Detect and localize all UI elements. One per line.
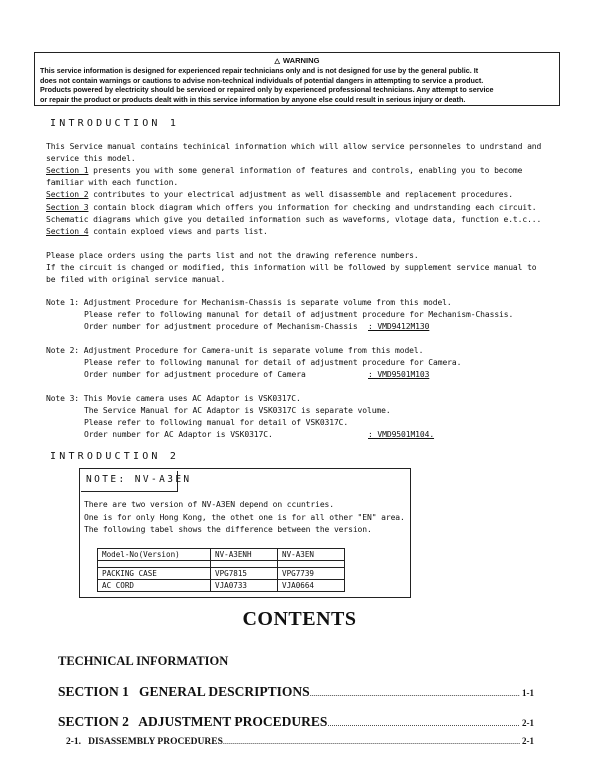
note1-line: Please refer to following manunal for detail of adjustment procedure for Mechanism-Chassis. [84, 310, 514, 319]
intro1-paragraph-line: service this model. [46, 154, 136, 163]
orders-paragraph-line: If the circuit is changed or modified, this information will be followed by supplement service manual to [46, 263, 537, 272]
section3-description-cont: Schematic diagrams which give you detailed information such as waveforms, vlotage data, function e.t.c... [46, 215, 542, 224]
note1-line: Note 1: Adjustment Procedure for Mechanism-Chassis is separate volume from this model. [46, 298, 452, 307]
orders-paragraph-line: be filed with original service manual. [46, 275, 226, 284]
section1-description-cont: familiar with each function. [46, 178, 179, 187]
note3-order-code: : VMD9501M104. [368, 430, 435, 439]
intro2-heading: INTRODUCTION 2 [50, 451, 180, 462]
warning-line: or repair the product or products dealt with in this service information by anyone else could result in serious injury or death. [40, 94, 466, 104]
toc-entry-label: 2-1. DISASSEMBLY PROCEDURES [66, 737, 223, 747]
warning-title-text: WARNING [282, 56, 320, 65]
technical-information-heading: TECHNICAL INFORMATION [58, 654, 229, 668]
toc-entry-label: SECTION 1 GENERAL DESCRIPTIONS [58, 684, 310, 699]
section2-description [46, 190, 513, 199]
note2-line: Note 2: Adjustment Procedure for Camera-unit is separate volume from this model. [46, 346, 424, 355]
section3-description [46, 203, 537, 212]
section3-label: Section 3 [46, 203, 89, 212]
intro1-heading: INTRODUCTION 1 [50, 118, 180, 129]
toc-entry[interactable] [66, 736, 534, 747]
note-text-line: One is for only Hong Kong, the othet one is for all other "EN" area. [84, 513, 405, 522]
toc-leader-dots [223, 737, 520, 746]
table-row [98, 580, 345, 592]
table-header-cell: Model-No(Version) [98, 549, 211, 561]
section1-label: Section 1 [46, 166, 89, 175]
note3-line: Note 3: This Movie camera uses AC Adaptor is VSK0317C. [46, 394, 301, 403]
note1-order-code: : VMD9412M130 [368, 322, 430, 331]
version-table [97, 548, 345, 592]
table-spacer-row [98, 561, 345, 568]
note3-line: The Service Manual for AC Adaptor is VSK0317C is separate volume. [84, 406, 391, 415]
warning-line: This service information is designed for experienced repair technicians only and is not designed for use by the general public. It [40, 66, 479, 75]
warning-triangle-icon: △ [274, 58, 280, 65]
table-header-cell: NV-A3ENH [211, 549, 278, 561]
warning-line: Products powered by electricity should be serviced or repaired only by experienced professional technicians. Any attempt to service [40, 85, 494, 95]
table-cell: VJA0664 [278, 580, 345, 592]
section2-label: Section 2 [46, 190, 89, 199]
toc-entry[interactable] [58, 684, 534, 700]
section4-label: Section 4 [46, 227, 89, 236]
intro1-paragraph-line: This Service manual contains techinical information which will allow service personneles to undrstand and [46, 142, 542, 151]
toc-entry-page: 2-1 [522, 718, 534, 728]
toc-entry-page: 2-1 [522, 736, 534, 746]
toc-leader-dots [310, 689, 520, 698]
table-cell: VPG7815 [211, 568, 278, 580]
warning-box [34, 52, 560, 106]
table-cell: AC CORD [98, 580, 211, 592]
note1-line: Order number for adjustment procedure of Mechanism-Chassis [84, 322, 358, 331]
note2-line: Order number for adjustment procedure of Camera [84, 370, 306, 379]
orders-paragraph-line: Please place orders using the parts list and not the drawing reference numbers. [46, 251, 419, 260]
contents-title: CONTENTS [242, 608, 357, 630]
section3-text: contain block diagram which offers you information for checking and undrstanding each circuit. [88, 203, 537, 212]
toc-entry[interactable] [58, 714, 534, 730]
toc-leader-dots [327, 719, 520, 728]
toc-entry-page: 1-1 [522, 688, 534, 698]
section4-text: contain exploed views and parts list. [88, 227, 268, 236]
table-header-row [98, 549, 345, 561]
section1-description [46, 166, 522, 175]
table-row [98, 568, 345, 580]
note-title: NOTE: NV-A3EN [86, 474, 192, 485]
warning-title [40, 56, 554, 66]
section1-text: presents you with some general information of features and controls, enabling you to become [88, 166, 523, 175]
note2-order-code: : VMD9501M103 [368, 370, 430, 379]
table-cell: PACKING CASE [98, 568, 211, 580]
table-header-cell: NV-A3EN [278, 549, 345, 561]
toc-entry-label: SECTION 2 ADJUSTMENT PROCEDURES [58, 714, 328, 729]
section2-text: contributes to your electrical adjustment as well disassemble and replacement procedures. [88, 190, 513, 199]
table-cell: VPG7739 [278, 568, 345, 580]
note3-line: Order number for AC Adaptor is VSK0317C. [84, 430, 273, 439]
note-text-line: There are two version of NV-A3EN depend on ccuntries. [84, 500, 334, 509]
note2-line: Please refer to following manunal for detail of adjustment procedure for Camera. [84, 358, 462, 367]
note3-line: Please refer to following manual for detail of VSK0317C. [84, 418, 349, 427]
table-cell: VJA0733 [211, 580, 278, 592]
warning-line: does not contain warnings or cautions to advise non-technical individuals of potential dangers in attempting to service a product. [40, 75, 484, 85]
note-text-line: The following tabel shows the difference between the version. [84, 525, 372, 534]
section4-description [46, 227, 268, 236]
